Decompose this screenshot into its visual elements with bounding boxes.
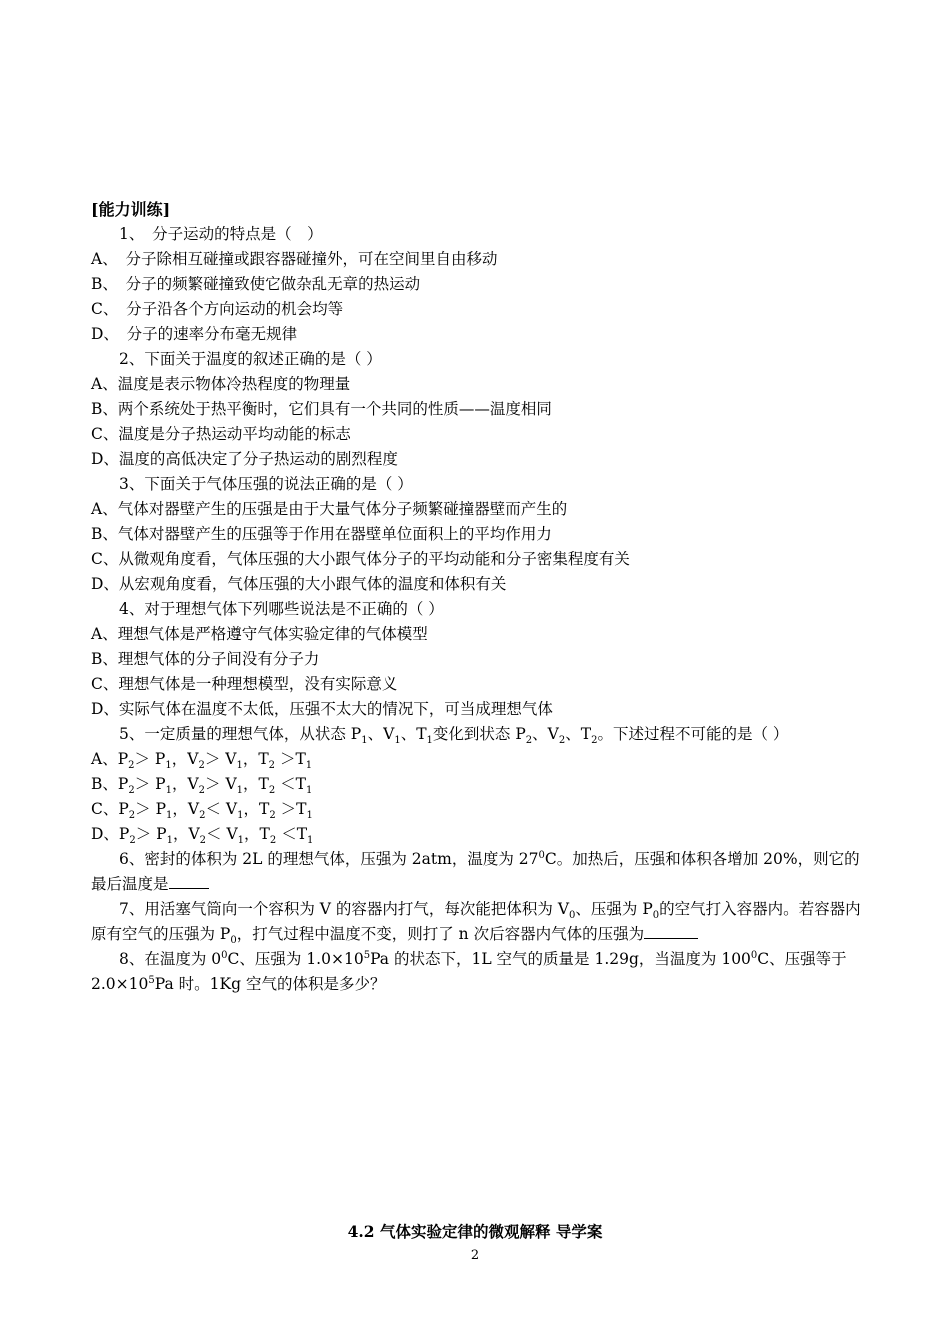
q3-option-d: D、从宏观角度看，气体压强的大小跟气体的温度和体积有关 [91, 575, 507, 593]
q5-stem: 5、一定质量的理想气体，从状态 $P_1$、$V_1$、$T_1$变化到状态 $P_2$、$V_2$、$T_2$。下述过程不可能的是（ ） [119, 725, 789, 747]
q4-option-c: C、理想气体是一种理想模型，没有实际意义 [91, 675, 398, 693]
q5-option-a: A、$P_2> P_1$，$V_2> V_1$，$T_2 >T_1$ [91, 750, 313, 772]
q5-option-c: C、$P_2> P_1$，$V_2< V_1$，$T_2 >T_1$ [91, 800, 313, 822]
q3-stem: 3、下面关于气体压强的说法正确的是（ ） [119, 475, 413, 493]
q4-option-d: D、实际气体在温度不太低，压强不太大的情况下，可当成理想气体 [91, 700, 553, 718]
q4-option-b: B、理想气体的分子间没有分子力 [91, 650, 320, 668]
q1-option-b: B、 分子的频繁碰撞致使它做杂乱无章的热运动 [91, 275, 421, 293]
q4-option-a: A、理想气体是严格遵守气体实验定律的气体模型 [91, 625, 428, 643]
answer-blank [169, 872, 209, 889]
q5-option-b: B、$P_2> P_1$，$V_2> V_1$，$T_2 <T_1$ [91, 775, 313, 797]
q1-stem: 1、 分子运动的特点是（ ） [119, 225, 323, 243]
q1-option-a: A、 分子除相互碰撞或跟容器碰撞外，可在空间里自由移动 [91, 250, 498, 268]
q3-option-b: B、气体对器壁产生的压强等于作用在器壁单位面积上的平均作用力 [91, 525, 552, 543]
q4-stem: 4、对于理想气体下列哪些说法是不正确的（ ） [119, 600, 444, 618]
q2-option-c: C、温度是分子热运动平均动能的标志 [91, 425, 351, 443]
q8-stem: 8、在温度为 $0^0C$、压强为 $1.0\times 10^5Pa$ 的状态下，1L 空气的质量是 1.29g，当温度为 $100^0C$、压强等于 $2.0\times 10^5Pa$ 时。1Kg 空气的体积是多少？ [91, 949, 847, 993]
q1-option-c: C、 分子沿各个方向运动的机会均等 [91, 300, 344, 318]
q6-stem: 6、密封的体积为 2L 的理想气体，压强为 2atm，温度为 $27^0C$。加热后，压强和体积各增加 20%，则它的最后温度是 [91, 849, 860, 893]
footer-title: 4.2 气体实验定律的微观解释 导学案 [347, 1222, 603, 1241]
q2-option-d: D、温度的高低决定了分子热运动的剧烈程度 [91, 450, 398, 468]
section-title: [能力训练] [91, 200, 171, 219]
q3-option-a: A、气体对器壁产生的压强是由于大量气体分子频繁碰撞器壁而产生的 [91, 500, 568, 518]
question-list [91, 222, 871, 997]
answer-blank [644, 922, 698, 939]
q2-option-b: B、两个系统处于热平衡时，它们具有一个共同的性质——温度相同 [91, 400, 552, 418]
q5-option-d: D、$P_2> P_1$，$V_2< V_1$，$T_2 <T_1$ [91, 825, 314, 847]
q7-stem: 7、用活塞气筒向一个容积为 V 的容器内打气，每次能把体积为 $V_0$、压强为 $P_0$的空气打入容器内。若容器内原有空气的压强为 $P_0$，打气过程中温度不变，则打了 n 次后容器内气体的压强为 [91, 900, 861, 947]
q2-option-a: A、温度是表示物体冷热程度的物理量 [91, 375, 351, 393]
q2-stem: 2、下面关于温度的叙述正确的是（ ） [119, 350, 382, 368]
q3-option-c: C、从微观角度看，气体压强的大小跟气体分子的平均动能和分子密集程度有关 [91, 550, 630, 568]
q1-option-d: D、 分子的速率分布毫无规律 [91, 325, 298, 343]
page-number: 2 [470, 1248, 480, 1263]
